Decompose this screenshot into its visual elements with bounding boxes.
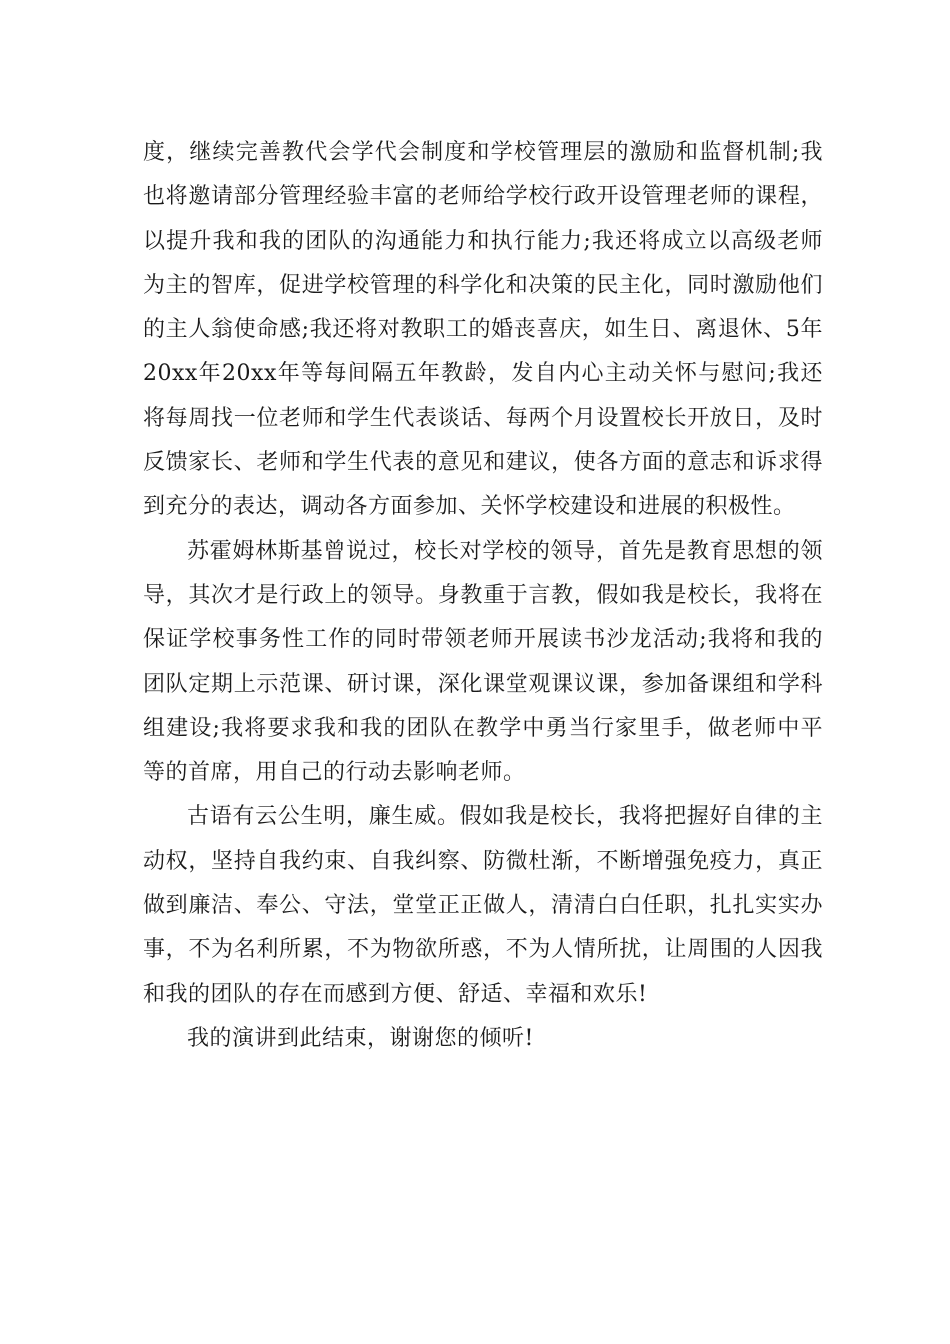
paragraph-leadership: 苏霍姆林斯基曾说过，校长对学校的领导，首先是教育思想的领导，其次才是行政上的领导。身教重于言教，假如我是校长，我将在保证学校事务性工作的同时带领老师开展读书沙龙活动;我将和我的团队定期上示范课、研讨课，深化课堂观课议课，参加备课组和学科组建设;我将要求我和我的团队在教学中勇当行家里手，做老师中平等的首席，用自己的行动去影响老师。 [143,538,823,786]
paragraph-continued: 度，继续完善教代会学代会制度和学校管理层的激励和监督机制;我也将邀请部分管理经验丰富的老师给学校行政开设管理老师的课程，以提升我和我的团队的沟通能力和执行能力;我还将成立以高级老师为主的智库，促进学校管理的科学化和决策的民主化，同时激励他们的主人翁使命感;我还将对教职工的婚丧喜庆，如生日、离退休、5年20xx年20xx年等每间隔五年教龄，发自内心主动关怀与慰问;我还将每周找一位老师和学生代表谈话、每两个月设置校长开放日，及时反馈家长、老师和学生代表的意见和建议，使各方面的意志和诉求得到充分的表达，调动各方面参加、关怀学校建设和进展的积极性。 [143,140,823,520]
document-body [143,131,823,1061]
paragraph-closing: 我的演讲到此结束，谢谢您的倾听! [187,1025,534,1051]
paragraph-integrity: 古语有云公生明，廉生威。假如我是校长，我将把握好自律的主动权，坚持自我约束、自我纠察、防微杜渐，不断增强免疫力，真正做到廉洁、奉公、守法，堂堂正正做人，清清白白任职，扎扎实实办事，不为名利所累，不为物欲所惑，不为人情所扰，让周围的人因我和我的团队的存在而感到方便、舒适、幸福和欢乐! [143,804,823,1007]
